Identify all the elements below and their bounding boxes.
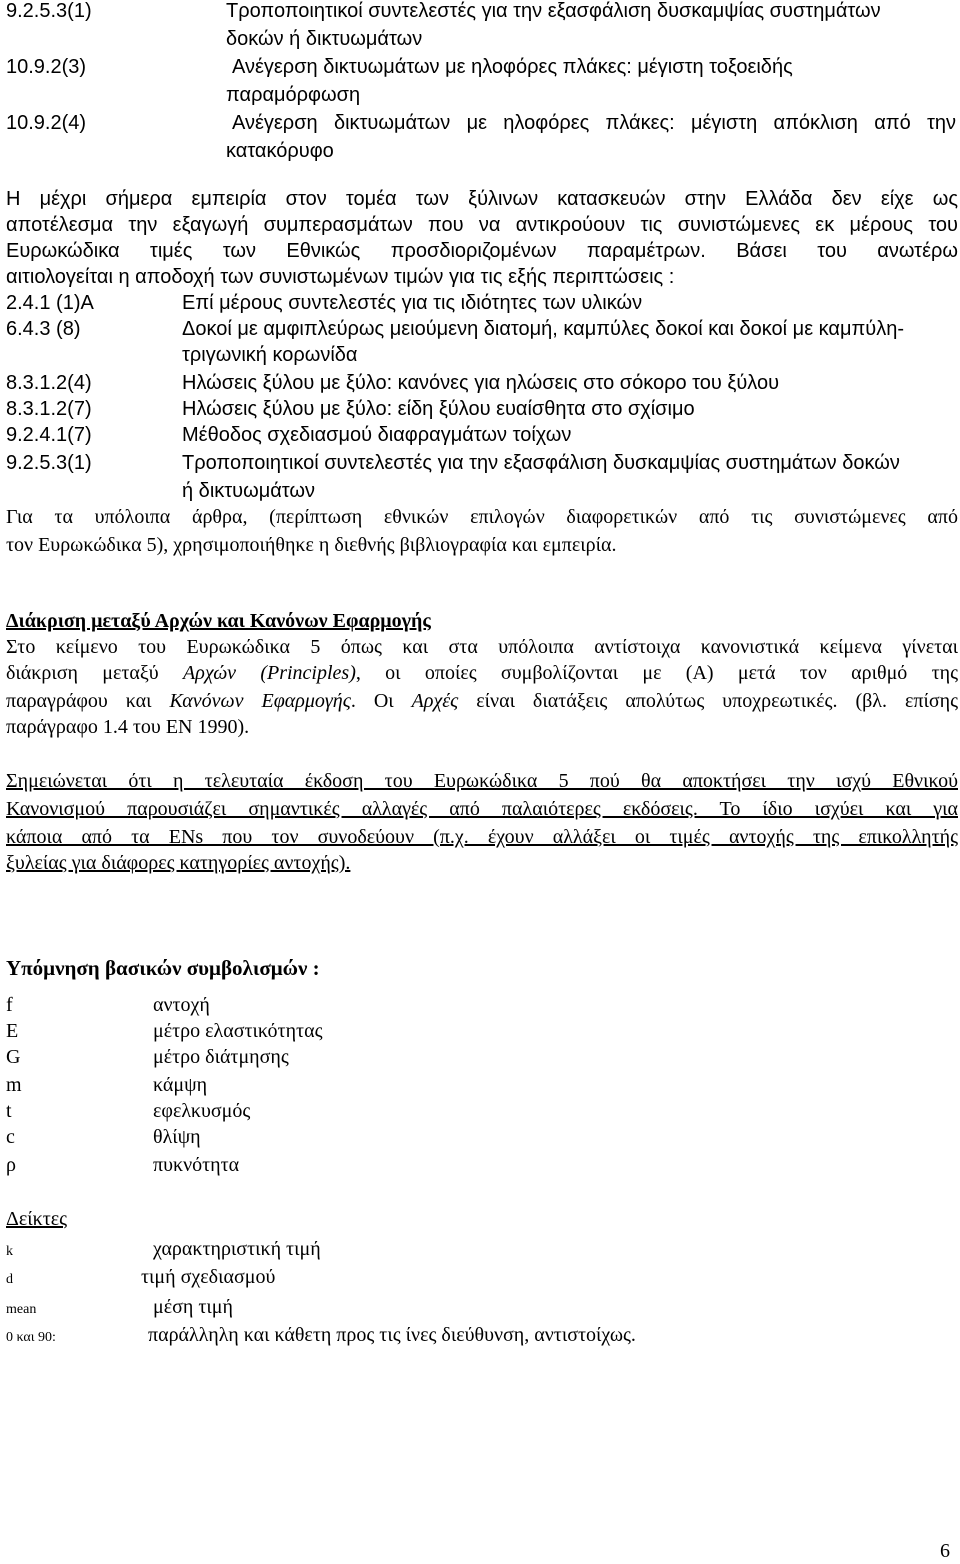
clause-text-cont: τριγωνική κορωνίδα: [182, 344, 358, 366]
distinction-line: [6, 662, 958, 685]
clause-number: 9.2.4.1(7): [6, 424, 92, 446]
clause-number: 9.2.5.3(1): [6, 452, 92, 474]
remaining-paragraph-line: τον Ευρωκώδικα 5), χρησιμοποιήθηκε η διεθνής βιβλιογραφία και εμπειρία.: [6, 534, 617, 556]
symbol: f: [6, 994, 13, 1016]
symbol-definition: θλίψη: [153, 1126, 201, 1148]
remaining-paragraph-line: Για τα υπόλοιπα άρθρα, (περίπτωση εθνικών επιλογών διαφορετικών από τις συνιστώμενες από: [6, 506, 958, 528]
clause-text: Ανέγερση δικτυωμάτων με ηλοφόρες πλάκες: μέγιστη απόκλιση από την: [232, 112, 956, 134]
distinction-line: παράγραφο 1.4 του EN 1990).: [6, 716, 250, 738]
principles-term: Αρχών (Principles): [183, 662, 356, 684]
symbol: E: [6, 1020, 19, 1042]
distinction-text: παραγράφου και: [6, 690, 170, 712]
distinction-line: Στο κείμενο του Ευρωκώδικα 5 όπως και στα υπόλοιπα αντίστοιχα κανονιστικά κείμενα γίνεται: [6, 636, 958, 658]
distinction-line: [6, 690, 958, 713]
section-heading-symbols: Υπόμνηση βασικών συμβολισμών :: [6, 956, 320, 980]
clause-number: 8.3.1.2(7): [6, 398, 92, 420]
clause-text: Επί μέρους συντελεστές για τις ιδιότητες των υλικών: [182, 292, 643, 314]
symbol: c: [6, 1126, 15, 1148]
principles-term: Αρχές: [411, 690, 459, 712]
application-rules-term: Κανόνων Εφαρμογής: [169, 690, 351, 712]
symbol-definition: πυκνότητα: [153, 1154, 240, 1176]
note-paragraph-line: Σημειώνεται ότι η τελευταία έκδοση του Ευρωκώδικα 5 πού θα αποκτήσει την ισχύ Εθνικού: [6, 770, 958, 792]
clause-number: 2.4.1 (1)A: [6, 292, 94, 314]
symbol: ρ: [6, 1154, 16, 1176]
clause-text: Ανέγερση δικτυωμάτων με ηλοφόρες πλάκες: μέγιστη τοξοειδής: [232, 56, 793, 78]
clause-number: 8.3.1.2(4): [6, 372, 92, 394]
symbol-definition: αντοχή: [153, 994, 210, 1016]
note-paragraph-line: κάποια από τα ENs που τον συνοδεύουν (π.χ. έχουν αλλάξει οι τιμές αντοχής της επικολλητής: [6, 826, 958, 848]
clause-text: Τροποποιητικοί συντελεστές για την εξασφάλιση δυσκαμψίας συστημάτων: [226, 0, 881, 22]
note-paragraph-line: ξυλείας για διάφορες κατηγορίες αντοχής).: [6, 852, 351, 874]
section-heading-distinction: Διάκριση μεταξύ Αρχών και Κανόνων Εφαρμογής: [6, 610, 431, 632]
symbol: t: [6, 1100, 12, 1122]
clause-text-cont: δοκών ή δικτυωμάτων: [226, 28, 423, 50]
clause-text: Μέθοδος σχεδιασμού διαφραγμάτων τοίχων: [182, 424, 572, 446]
index-symbol: k: [6, 1244, 13, 1259]
clause-number: 6.4.3 (8): [6, 318, 81, 340]
symbol-definition: κάμψη: [153, 1074, 208, 1096]
index-definition: παράλληλη και κάθετη προς τις ίνες διεύθυνση, αντιστοίχως.: [148, 1324, 636, 1346]
symbol-definition: μέτρο ελαστικότητας: [153, 1020, 323, 1042]
clause-text: Ηλώσεις ξύλου με ξύλο: κανόνες για ηλώσεις στο σόκορο του ξύλου: [182, 372, 780, 394]
index-symbol: mean: [6, 1302, 37, 1317]
intro-paragraph-line: αποτέλεσμα την εξαγωγή συμπερασμάτων που να αντικρούουν τις συνιστώμενες εκ μέρους του: [6, 214, 958, 236]
page-number: 6: [940, 1540, 950, 1562]
symbol-definition: μέτρο διάτμησης: [153, 1046, 289, 1068]
index-definition: χαρακτηριστική τιμή: [153, 1238, 321, 1260]
index-symbol: 0 και 90:: [6, 1330, 56, 1345]
clause-text: Ηλώσεις ξύλου με ξύλο: είδη ξύλου ευαίσθητα στο σχίσιμο: [182, 398, 695, 420]
distinction-text: , οι οποίες συμβολίζονται με (Α) μετά τον αριθμό της: [355, 662, 958, 684]
intro-paragraph-line: Η μέχρι σήμερα εμπειρία στον τομέα των ξύλινων κατασκευών στην Ελλάδα δεν είχε ως: [6, 188, 958, 210]
note-paragraph-line: Κανονισμού παρουσιάζει σημαντικές αλλαγές από παλαιότερες εκδόσεις. Το ίδιο ισχύει και για: [6, 798, 958, 820]
distinction-text: . Οι: [350, 690, 412, 712]
clause-number: 9.2.5.3(1): [6, 0, 92, 22]
clause-text-cont: κατακόρυφο: [226, 140, 334, 162]
clause-number: 10.9.2(3): [6, 56, 87, 78]
symbol-definition: εφελκυσμός: [153, 1100, 251, 1122]
intro-paragraph-line: Ευρωκώδικα τιμές των Εθνικώς προσδιοριζομένων παραμέτρων. Βάσει του ανωτέρω: [6, 240, 958, 262]
clause-text-cont: παραμόρφωση: [226, 84, 361, 106]
distinction-text: είναι διατάξεις απολύτως υποχρεωτικές. (βλ. επίσης: [458, 690, 959, 712]
symbol: G: [6, 1046, 21, 1068]
clause-text-cont: ή δικτυωμάτων: [182, 480, 316, 502]
clause-number: 10.9.2(4): [6, 112, 87, 134]
index-symbol: d: [6, 1272, 13, 1287]
symbol: m: [6, 1074, 22, 1096]
intro-paragraph-line: αιτιολογείται η αποδοχή των συνιστωμένων τιμών για τις εξής περιπτώσεις :: [6, 266, 675, 288]
clause-text: Δοκοί με αμφιπλεύρως μειούμενη διατομή, καμπύλες δοκοί και δοκοί με καμπύλη-: [182, 318, 905, 340]
index-definition: τιμή σχεδιασμού: [141, 1266, 276, 1288]
section-heading-indices: Δείκτες: [6, 1208, 68, 1230]
clause-text: Τροποποιητικοί συντελεστές για την εξασφάλιση δυσκαμψίας συστημάτων δοκών: [182, 452, 900, 474]
distinction-text: διάκριση μεταξύ: [6, 662, 184, 684]
index-definition: μέση τιμή: [153, 1296, 233, 1318]
